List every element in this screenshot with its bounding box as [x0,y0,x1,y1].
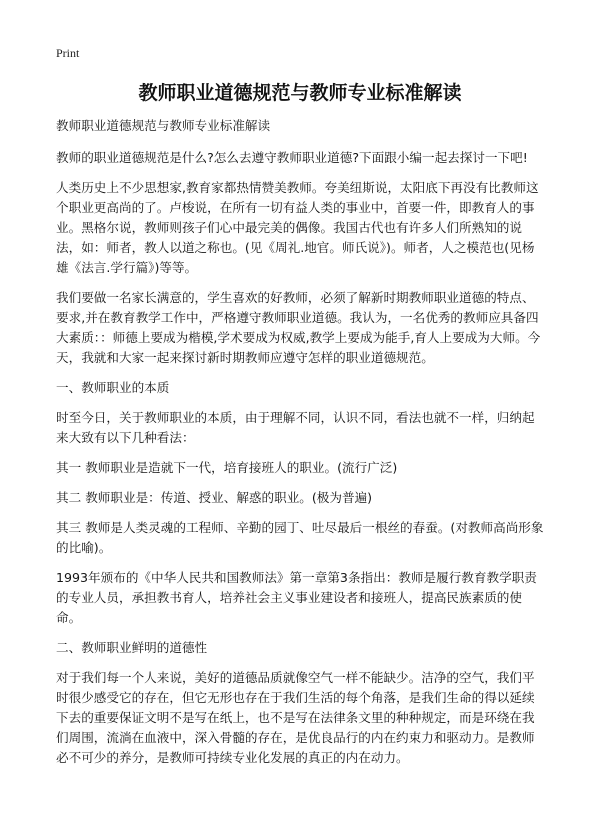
section-heading-1: 一、教师职业的本质 [56,380,170,395]
article-body [56,116,546,778]
print-label[interactable]: Print [56,46,80,60]
paragraph-view-1: 其一 教师职业是造就下一代，培育接班人的职业。(流行广泛) [56,460,398,475]
paragraph-view-3: 其三 教师是人类灵魂的工程师、辛勤的园丁、吐尽最后一根丝的春蚕。(对教师高尚形象的比喻)。 [56,520,544,555]
paragraph-teacher-law: 1993年颁布的《中华人民共和国教师法》第一章第3条指出：教师是履行教育教学职责的专业人员，承担教书育人，培养社会主义事业建设者和接班人，提高民族素质的使命。 [56,570,537,625]
section-heading-2: 二、教师职业鲜明的道德性 [56,640,208,655]
page-title: 教师职业道德规范与教师专业标准解读 [138,82,462,104]
paragraph-nature-intro: 时至今日，关于教师职业的本质，由于理解不同，认识不同，看法也就不一样，归纳起来大致有以下几种看法： [56,410,535,445]
paragraph-history: 人类历史上不少思想家,教育家都热情赞美教师。夸美纽斯说，太阳底下再没有比教师这个职业更高尚的了。卢梭说，在所有一切有益人类的事业中，首要一件，即教育人的事业。黑格尔说，教师则孩子们心中最完美的偶像。我国古代也有许多人们所熟知的说法，如：师者，教人以道之称也。(见《周礼.地官。师氏说》)。师者，人之模范也(见杨雄《法言.学行篇》)等等。 [56,180,539,275]
article-subtitle: 教师职业道德规范与教师专业标准解读 [56,118,271,133]
paragraph-requirements: 我们要做一名家长满意的，学生喜欢的好教师，必须了解新时期教师职业道德的特点、要求,并在教育教学工作中，严格遵守教师职业道德。我认为，一名优秀的教师应具备四大素质：：师德上要成为楷模,学术要成为权威,教学上要成为能手,育人上要成为大师。今天，我就和大家一起来探讨新时期教师应遵守怎样的职业道德规范。 [56,290,541,365]
intro-paragraph: 教师的职业道德规范是什么?怎么去遵守教师职业道德?下面跟小编一起去探讨一下吧! [56,150,528,165]
paragraph-morality: 对于我们每一个人来说，美好的道德品质就像空气一样不能缺少。洁净的空气，我们平时很少感受它的存在，但它无形也存在于我们生活的每个角落，是我们生命的得以延续下去的重要保证文明不是写在纸上，也不是写在法律条文里的种种规定，而是环绕在我们周围，流淌在血液中，深入骨髓的存在，是优良品行的内在约束力和驱动力。是教师必不可少的养分，是教师可持续专业化发展的真正的内在动力。 [56,670,535,765]
paragraph-view-2: 其二 教师职业是：传道、授业、解惑的职业。(极为普遍) [56,490,373,505]
